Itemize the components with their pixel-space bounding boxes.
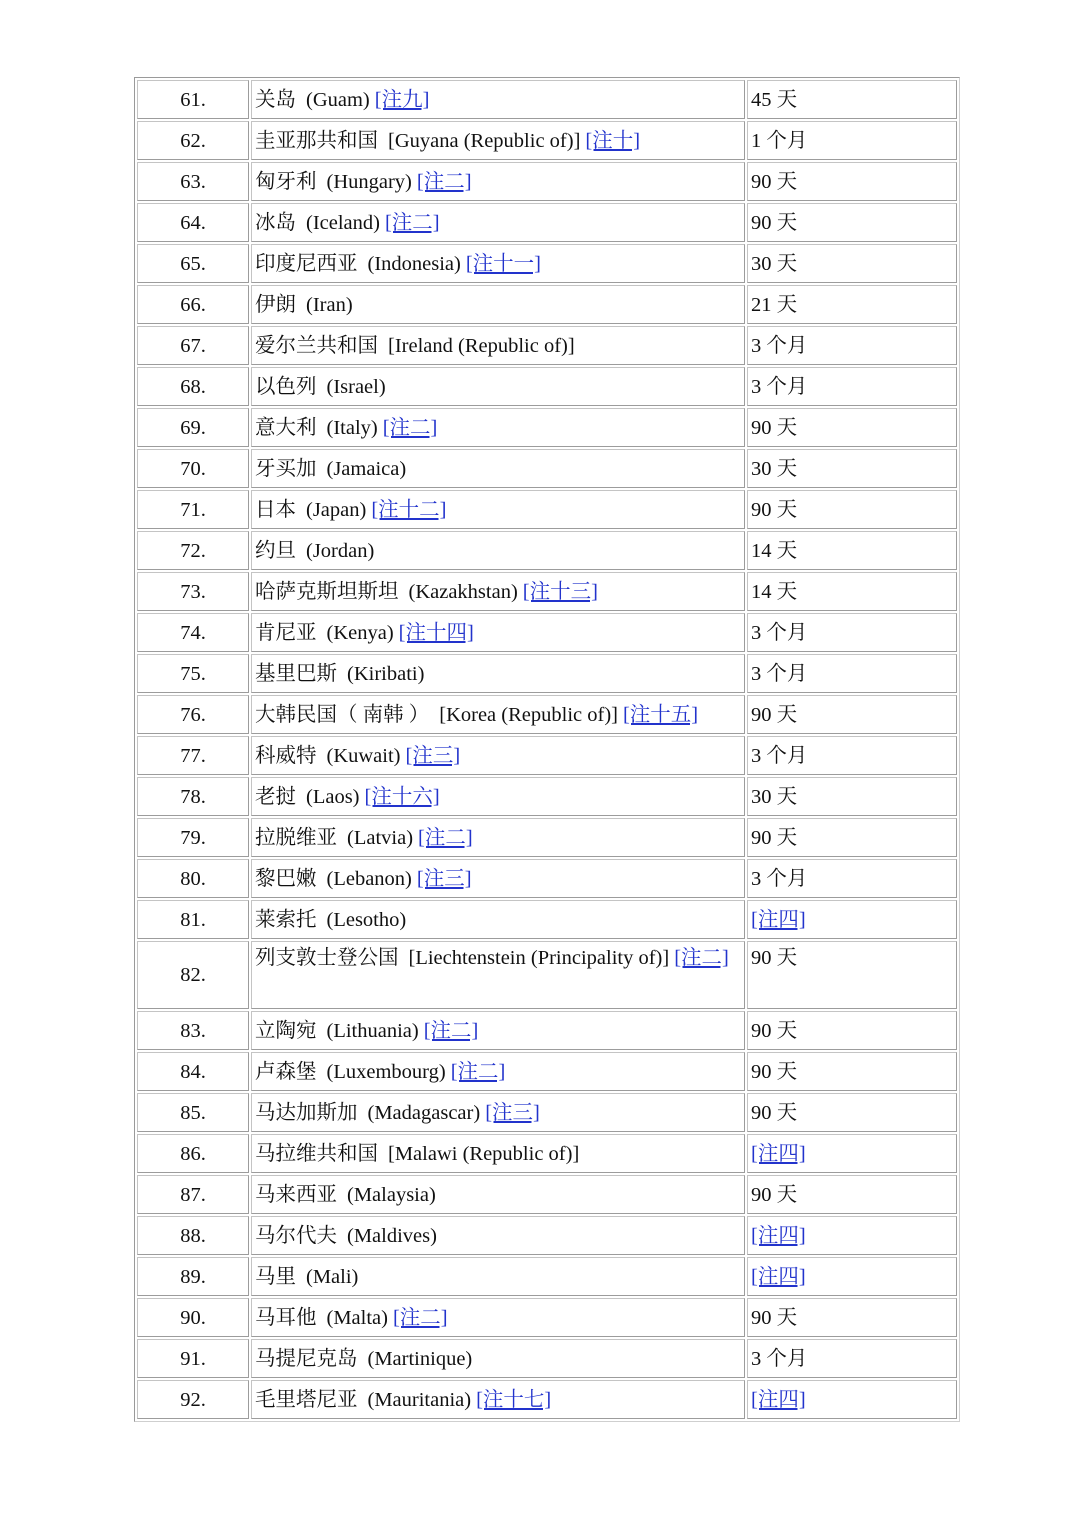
row-number-text: 88.	[180, 1224, 206, 1247]
country-cell	[251, 408, 745, 447]
country-note-link[interactable]: [注十五]	[622, 703, 699, 726]
stay-duration-cell	[747, 736, 957, 775]
stay-duration: 3 个月	[751, 621, 808, 644]
country-name-zh: 马里	[255, 1265, 296, 1288]
country-name-zh: 列支敦士登公国	[255, 947, 399, 969]
table-row	[137, 449, 957, 488]
row-number-text: 74.	[180, 621, 206, 644]
row-number	[137, 326, 249, 365]
stay-duration: 30 天	[751, 252, 798, 275]
table-row	[137, 326, 957, 365]
row-number	[137, 1134, 249, 1173]
row-number-text: 80.	[180, 867, 206, 890]
stay-duration-cell	[747, 1093, 957, 1132]
row-number-text: 61.	[180, 88, 206, 111]
table-row	[137, 490, 957, 529]
country-name-zh: 马尔代夫	[255, 1224, 337, 1247]
country-cell	[251, 326, 745, 365]
country-name-zh: 意大利	[255, 416, 317, 439]
table-row	[137, 777, 957, 816]
country-name-en: [Malawi (Republic of)]	[388, 1142, 580, 1165]
country-cell	[251, 941, 745, 1009]
country-note-link[interactable]: [注二]	[384, 211, 440, 234]
row-number	[137, 654, 249, 693]
country-name-en: (Mali)	[306, 1265, 359, 1288]
country-cell	[251, 1216, 745, 1255]
country-name-zh: 马耳他	[255, 1306, 317, 1329]
country-name-en: (Kazakhstan)	[408, 580, 518, 603]
table-row	[137, 695, 957, 734]
row-number-text: 77.	[180, 744, 206, 767]
country-name-en: (Iran)	[306, 293, 353, 316]
row-number	[137, 1052, 249, 1091]
table-row	[137, 121, 957, 160]
row-number	[137, 1298, 249, 1337]
stay-duration: 90 天	[751, 1183, 798, 1206]
country-note-link[interactable]: [注三]	[416, 867, 472, 890]
row-number	[137, 162, 249, 201]
country-name-en: (Hungary)	[326, 170, 412, 193]
stay-duration: 90 天	[751, 947, 798, 969]
row-number-text: 84.	[180, 1060, 206, 1083]
stay-note-link[interactable]: [注四]	[751, 1224, 806, 1247]
row-number-text: 75.	[180, 662, 206, 685]
row-number-text: 86.	[180, 1142, 206, 1165]
country-name-en: (Indonesia)	[367, 252, 461, 275]
stay-duration-cell	[747, 285, 957, 324]
country-cell	[251, 1339, 745, 1378]
country-name-en: (Kenya)	[326, 621, 394, 644]
country-note-link[interactable]: [注三]	[405, 744, 461, 767]
stay-duration-cell	[747, 777, 957, 816]
country-name-zh: 日本	[255, 498, 296, 521]
row-number-text: 62.	[180, 129, 206, 152]
stay-duration-cell	[747, 1134, 957, 1173]
stay-duration-cell	[747, 1257, 957, 1296]
table-row	[137, 654, 957, 693]
country-name-en: [Liechtenstein (Principality of)]	[408, 947, 670, 969]
country-cell	[251, 654, 745, 693]
stay-duration: 21 天	[751, 293, 798, 316]
table-row	[137, 1134, 957, 1173]
country-name-en: [Korea (Republic of)]	[439, 703, 618, 726]
row-number	[137, 736, 249, 775]
country-name-zh: 马拉维共和国	[255, 1142, 378, 1165]
row-number	[137, 244, 249, 283]
country-cell	[251, 1052, 745, 1091]
stay-duration-cell	[747, 695, 957, 734]
country-name-zh: 科威特	[255, 744, 317, 767]
country-note-link[interactable]: [注十四]	[398, 621, 474, 644]
stay-duration-cell	[747, 1011, 957, 1050]
row-number	[137, 613, 249, 652]
row-number	[137, 285, 249, 324]
stay-duration: 3 个月	[751, 1347, 808, 1370]
table-row	[137, 408, 957, 447]
row-number	[137, 490, 249, 529]
country-name-zh: 关岛	[255, 88, 296, 111]
country-cell	[251, 1011, 745, 1050]
table-row	[137, 1093, 957, 1132]
row-number-text: 65.	[180, 252, 206, 275]
stay-duration-cell	[747, 162, 957, 201]
country-cell	[251, 490, 745, 529]
stay-duration-cell	[747, 613, 957, 652]
country-name-zh: 以色列	[255, 375, 317, 398]
row-number-text: 66.	[180, 293, 206, 316]
row-number	[137, 1175, 249, 1214]
row-number-text: 83.	[180, 1019, 206, 1042]
table-body	[137, 80, 957, 1419]
country-name-en: (Iceland)	[306, 211, 380, 234]
stay-duration: 1 个月	[751, 129, 808, 152]
table-row	[137, 1175, 957, 1214]
table-row	[137, 244, 957, 283]
row-number	[137, 818, 249, 857]
stay-duration: 90 天	[751, 826, 798, 849]
table-row	[137, 613, 957, 652]
row-number	[137, 1257, 249, 1296]
country-cell	[251, 203, 745, 242]
country-name-en: (Italy)	[326, 416, 378, 439]
row-number-text: 71.	[180, 498, 206, 521]
country-name-zh: 黎巴嫩	[255, 867, 317, 890]
stay-duration: 90 天	[751, 1101, 798, 1124]
row-number	[137, 531, 249, 570]
country-name-en: (Kiribati)	[347, 662, 425, 685]
visa-free-countries-table	[135, 78, 959, 1421]
stay-duration: 14 天	[751, 580, 798, 603]
stay-duration: 45 天	[751, 88, 798, 111]
row-number-text: 85.	[180, 1101, 206, 1124]
table-row	[137, 818, 957, 857]
stay-duration-cell	[747, 941, 957, 1009]
table-row	[137, 900, 957, 939]
country-name-en: (Lithuania)	[326, 1019, 419, 1042]
table-row	[137, 1339, 957, 1378]
country-cell	[251, 900, 745, 939]
stay-duration: 90 天	[751, 1060, 798, 1083]
country-cell	[251, 1175, 745, 1214]
stay-duration-cell	[747, 531, 957, 570]
country-cell	[251, 1093, 745, 1132]
stay-duration: 3 个月	[751, 744, 808, 767]
row-number-text: 73.	[180, 580, 206, 603]
country-note-link[interactable]: [注二]	[418, 826, 473, 849]
country-name-en: (Maldives)	[347, 1224, 437, 1247]
country-name-zh: 老挝	[255, 785, 296, 808]
country-name-en: (Lebanon)	[326, 867, 412, 890]
row-number-text: 76.	[180, 703, 206, 726]
country-note-link[interactable]: [注十三]	[522, 580, 598, 603]
row-number	[137, 1011, 249, 1050]
country-cell	[251, 1134, 745, 1173]
country-note-link[interactable]: [注九]	[374, 88, 430, 111]
country-name-zh: 立陶宛	[255, 1019, 317, 1042]
stay-duration-cell	[747, 121, 957, 160]
stay-duration: 90 天	[751, 703, 798, 726]
country-note-link[interactable]: [注二]	[450, 1060, 506, 1083]
stay-duration-cell	[747, 1339, 957, 1378]
country-cell	[251, 613, 745, 652]
table-row	[137, 1298, 957, 1337]
stay-note-link[interactable]: [注四]	[751, 1142, 806, 1165]
stay-duration-cell	[747, 818, 957, 857]
country-cell	[251, 572, 745, 611]
stay-duration: 3 个月	[751, 867, 808, 890]
country-name-zh: 匈牙利	[255, 170, 317, 193]
row-number-text: 79.	[180, 826, 206, 849]
stay-note-link[interactable]: [注四]	[751, 1265, 806, 1288]
row-number-text: 72.	[180, 539, 206, 562]
country-name-en: (Malaysia)	[347, 1183, 436, 1206]
row-number-text: 89.	[180, 1265, 206, 1288]
row-number-text: 69.	[180, 416, 206, 439]
stay-duration-cell	[747, 367, 957, 406]
table-row	[137, 1216, 957, 1255]
stay-duration: 30 天	[751, 785, 798, 808]
country-note-link[interactable]: [注十一]	[465, 252, 542, 275]
country-note-link[interactable]: [注二]	[382, 416, 438, 439]
country-cell	[251, 367, 745, 406]
country-name-zh: 牙买加	[255, 457, 317, 480]
country-name-zh: 马达加斯加	[255, 1101, 358, 1124]
table-row	[137, 367, 957, 406]
row-number-text: 90.	[180, 1306, 206, 1329]
row-number	[137, 941, 249, 1009]
country-name-en: (Kuwait)	[326, 744, 401, 767]
country-cell	[251, 1380, 745, 1419]
table-row	[137, 1380, 957, 1419]
row-number	[137, 859, 249, 898]
country-note-link[interactable]: [注二]	[392, 1306, 448, 1329]
country-cell	[251, 244, 745, 283]
country-cell	[251, 818, 745, 857]
stay-duration: 3 个月	[751, 334, 808, 357]
country-cell	[251, 1298, 745, 1337]
stay-duration-cell	[747, 449, 957, 488]
country-name-en: (Jordan)	[306, 539, 375, 562]
stay-duration-cell	[747, 1380, 957, 1419]
row-number-text: 67.	[180, 334, 206, 357]
stay-duration-cell	[747, 408, 957, 447]
row-number	[137, 777, 249, 816]
country-cell	[251, 121, 745, 160]
country-name-en: (Malta)	[326, 1306, 388, 1329]
stay-duration: 90 天	[751, 416, 798, 439]
country-note-link[interactable]: [注十七]	[476, 1388, 552, 1411]
table-row	[137, 859, 957, 898]
table-row	[137, 736, 957, 775]
row-number-text: 92.	[180, 1388, 206, 1411]
row-number-text: 81.	[180, 908, 206, 931]
country-name-en: [Guyana (Republic of)]	[388, 129, 581, 152]
row-number-text: 68.	[180, 375, 206, 398]
row-number	[137, 203, 249, 242]
country-cell	[251, 736, 745, 775]
table-row	[137, 1257, 957, 1296]
stay-duration-cell	[747, 572, 957, 611]
country-note-link[interactable]: [注二]	[423, 1019, 479, 1042]
country-name-zh: 伊朗	[255, 293, 296, 316]
stay-duration-cell	[747, 244, 957, 283]
country-cell	[251, 695, 745, 734]
country-name-zh: 马来西亚	[255, 1183, 337, 1206]
country-note-link[interactable]: [注二]	[674, 947, 729, 969]
country-name-zh: 基里巴斯	[255, 662, 337, 685]
stay-duration-cell	[747, 490, 957, 529]
table-row	[137, 80, 957, 119]
country-name-zh: 大韩民国（ 南韩 ）	[255, 703, 430, 726]
row-number-text: 63.	[180, 170, 206, 193]
stay-duration-cell	[747, 1175, 957, 1214]
country-name-zh: 莱索托	[255, 908, 317, 931]
row-number-text: 70.	[180, 457, 206, 480]
country-name-en: (Latvia)	[347, 826, 414, 849]
country-name-zh: 圭亚那共和国	[255, 129, 378, 152]
stay-note-link[interactable]: [注四]	[751, 1388, 806, 1411]
country-name-en: (Luxembourg)	[326, 1060, 446, 1083]
row-number	[137, 1216, 249, 1255]
country-name-zh: 冰岛	[255, 211, 296, 234]
row-number-text: 64.	[180, 211, 206, 234]
country-cell	[251, 777, 745, 816]
country-note-link[interactable]: [注三]	[485, 1101, 540, 1124]
country-cell	[251, 859, 745, 898]
country-note-link[interactable]: [注十六]	[364, 785, 440, 808]
row-number-text: 91.	[180, 1347, 206, 1370]
country-cell	[251, 1257, 745, 1296]
row-number	[137, 121, 249, 160]
country-name-zh: 毛里塔尼亚	[255, 1388, 358, 1411]
country-name-en: (Madagascar)	[367, 1101, 481, 1124]
country-name-zh: 哈萨克斯坦斯坦	[255, 580, 399, 603]
stay-duration-cell	[747, 900, 957, 939]
table-row	[137, 285, 957, 324]
stay-duration-cell	[747, 859, 957, 898]
stay-duration: 3 个月	[751, 375, 808, 398]
stay-duration-cell	[747, 1298, 957, 1337]
row-number	[137, 80, 249, 119]
country-name-zh: 印度尼西亚	[255, 252, 358, 275]
stay-duration: 90 天	[751, 170, 798, 193]
country-name-zh: 肯尼亚	[255, 621, 317, 644]
country-note-link[interactable]: [注二]	[416, 170, 472, 193]
country-note-link[interactable]: [注十]	[585, 129, 641, 152]
table-row	[137, 941, 957, 1009]
row-number	[137, 1380, 249, 1419]
table-row	[137, 572, 957, 611]
row-number	[137, 367, 249, 406]
country-name-en: (Guam)	[306, 88, 370, 111]
stay-note-link[interactable]: [注四]	[751, 908, 806, 931]
country-cell	[251, 80, 745, 119]
row-number	[137, 1339, 249, 1378]
row-number	[137, 900, 249, 939]
table-row	[137, 1052, 957, 1091]
stay-duration: 14 天	[751, 539, 798, 562]
stay-duration: 30 天	[751, 457, 798, 480]
row-number-text: 87.	[180, 1183, 206, 1206]
stay-duration: 3 个月	[751, 662, 808, 685]
country-name-en: (Mauritania)	[367, 1388, 472, 1411]
country-name-zh: 马提尼克岛	[255, 1347, 358, 1370]
stay-duration: 90 天	[751, 498, 798, 521]
row-number	[137, 449, 249, 488]
row-number-text: 82.	[180, 964, 206, 986]
country-name-zh: 卢森堡	[255, 1060, 317, 1083]
country-note-link[interactable]: [注十二]	[371, 498, 447, 521]
row-number	[137, 408, 249, 447]
stay-duration-cell	[747, 80, 957, 119]
country-name-zh: 拉脱维亚	[255, 826, 337, 849]
stay-duration-cell	[747, 203, 957, 242]
country-name-zh: 约旦	[255, 539, 296, 562]
stay-duration: 90 天	[751, 1019, 798, 1042]
table-row	[137, 162, 957, 201]
country-name-en: [Ireland (Republic of)]	[388, 334, 575, 357]
row-number-text: 78.	[180, 785, 206, 808]
country-cell	[251, 162, 745, 201]
stay-duration: 90 天	[751, 211, 798, 234]
table-row	[137, 531, 957, 570]
row-number	[137, 1093, 249, 1132]
row-number	[137, 572, 249, 611]
visa-table-container	[134, 77, 960, 1422]
stay-duration-cell	[747, 1216, 957, 1255]
stay-duration-cell	[747, 326, 957, 365]
country-cell	[251, 285, 745, 324]
stay-duration: 90 天	[751, 1306, 798, 1329]
country-name-zh: 爱尔兰共和国	[255, 334, 378, 357]
country-name-en: (Laos)	[306, 785, 360, 808]
stay-duration-cell	[747, 1052, 957, 1091]
row-number	[137, 695, 249, 734]
country-cell	[251, 531, 745, 570]
country-name-en: (Jamaica)	[326, 457, 407, 480]
country-cell	[251, 449, 745, 488]
country-name-en: (Japan)	[306, 498, 367, 521]
country-name-en: (Israel)	[326, 375, 386, 398]
stay-duration-cell	[747, 654, 957, 693]
table-row	[137, 203, 957, 242]
country-name-en: (Martinique)	[367, 1347, 473, 1370]
table-row	[137, 1011, 957, 1050]
country-name-en: (Lesotho)	[326, 908, 407, 931]
